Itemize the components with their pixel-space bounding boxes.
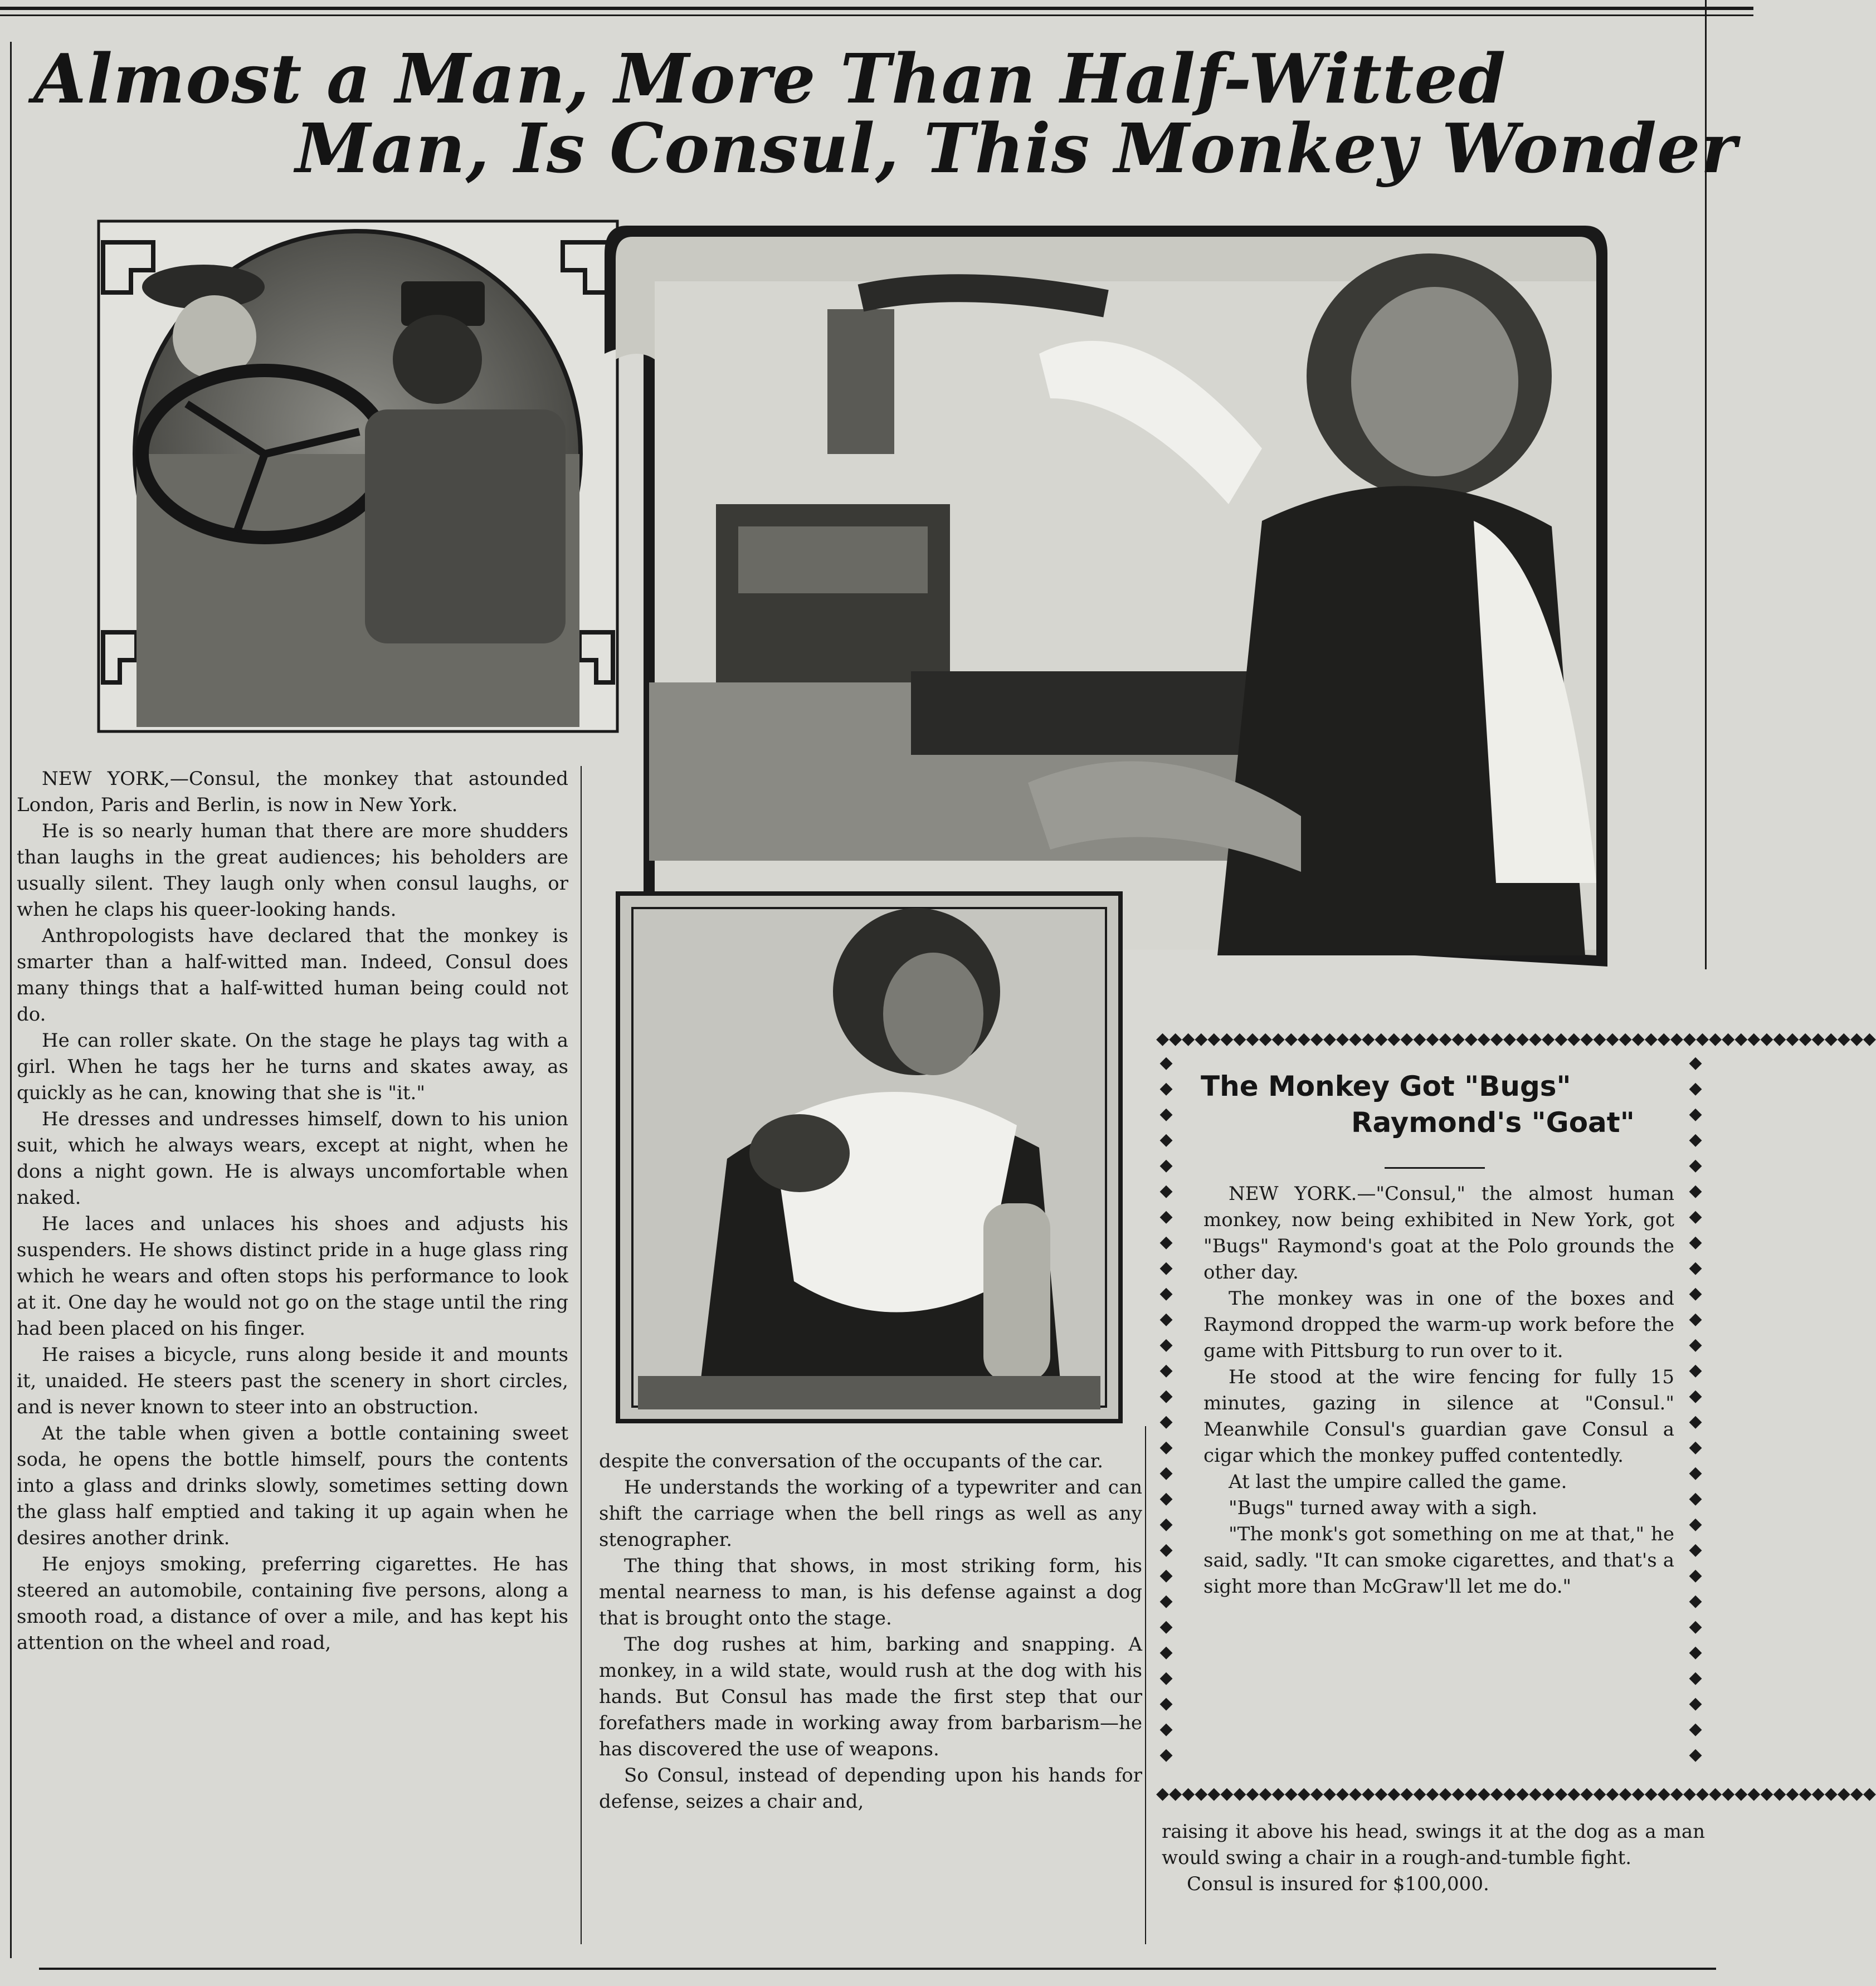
sidebar-bottom-border: ◆◆◆◆◆◆◆◆◆◆◆◆◆◆◆◆◆◆◆◆◆◆◆◆◆◆◆◆◆◆◆◆◆◆◆◆◆◆◆◆◆◆◆◆◆◆◆◆◆◆◆◆◆◆◆◆ bbox=[1156, 1784, 1876, 1803]
article-paragraph: So Consul, instead of depending upon his hands for defense, seizes a chair and, bbox=[599, 1764, 1142, 1813]
article-paragraph: He understands the working of a typewriter and can shift the carriage when the bell rings as well as any stenographer. bbox=[599, 1476, 1142, 1551]
sidebar-title-line-1: The Monkey Got "Bugs" bbox=[1201, 1070, 1571, 1102]
article-paragraph: raising it above his head, swings it at the dog as a man would swing a chair in a rough-and-tumble fight. bbox=[1162, 1821, 1705, 1869]
sidebar-paragraph: "The monk's got something on me at that," he said, sadly. "It can smoke cigarettes, and that's a sight more than McGraw'll let me do." bbox=[1203, 1523, 1674, 1598]
typewriter-photo-frame bbox=[605, 214, 1619, 978]
article-column-2 bbox=[599, 1448, 1142, 1815]
bottom-rule bbox=[39, 1968, 1716, 1970]
car-photo-icon bbox=[98, 220, 618, 733]
sidebar-body bbox=[1203, 1181, 1674, 1600]
sidebar-paragraph: The monkey was in one of the boxes and Raymond dropped the warm-up work before the game with Pittsburg to run over to it. bbox=[1203, 1287, 1674, 1362]
sidebar-paragraph: "Bugs" turned away with a sigh. bbox=[1229, 1497, 1538, 1519]
article-paragraph: He can roller skate. On the stage he plays tag with a girl. When he tags her he turns and skates away, as quickly as he can, knowing that she is "it." bbox=[17, 1029, 568, 1104]
bib-photo-frame bbox=[616, 891, 1123, 1423]
article-paragraph: Consul is insured for $100,000. bbox=[1187, 1873, 1489, 1895]
headline-line-2: Man, Is Consul, This Monkey Wonder bbox=[295, 108, 1737, 188]
top-rule-thin bbox=[0, 14, 1753, 16]
sidebar-paragraph: NEW YORK.—"Consul," the almost human monkey, now being exhibited in New York, got "Bugs" Raymond's goat at the Polo grounds the other day. bbox=[1203, 1183, 1674, 1284]
sidebar-box bbox=[1156, 1029, 1876, 1805]
bib-photo-icon bbox=[616, 891, 1123, 1423]
sidebar-paragraph: He stood at the wire fencing for fully 15 minutes, gazing in silence at "Consul." Meanwhile Consul's guardian gave Consul a cigar which the monkey puffed contentedly. bbox=[1203, 1366, 1674, 1467]
sidebar-top-border: ◆◆◆◆◆◆◆◆◆◆◆◆◆◆◆◆◆◆◆◆◆◆◆◆◆◆◆◆◆◆◆◆◆◆◆◆◆◆◆◆◆◆◆◆◆◆◆◆◆◆◆◆◆◆◆◆ bbox=[1156, 1029, 1876, 1048]
typewriter-photo-icon bbox=[605, 214, 1619, 978]
column-divider-2 bbox=[1145, 1426, 1146, 1944]
article-paragraph: The thing that shows, in most striking form, his mental nearness to man, is his defense against a dog that is brought onto the stage. bbox=[599, 1555, 1142, 1629]
top-rule bbox=[0, 7, 1753, 10]
headline-line-1: Almost a Man, More Than Half-Witted bbox=[33, 38, 1507, 119]
article-paragraph: He raises a bicycle, runs along beside it and mounts it, unaided. He steers past the scenery in short circles, and is never known to steer into an obstruction. bbox=[17, 1344, 568, 1418]
article-column-1 bbox=[17, 766, 568, 1656]
sidebar-left-border: ◆ ◆ ◆ ◆ ◆ ◆ ◆ ◆ ◆ ◆ ◆ ◆ ◆ ◆ ◆ ◆ ◆ ◆ ◆ ◆ ◆ ◆ ◆ ◆ ◆ ◆ ◆ ◆ bbox=[1159, 1053, 1173, 1764]
article-paragraph: He laces and unlaces his shoes and adjusts his suspenders. He shows distinct pride in a huge glass ring which he wears and often stops his performance to look at it. One day he would not go on the stage until the ring had been placed on his finger. bbox=[17, 1213, 568, 1340]
article-paragraph: despite the conversation of the occupants of the car. bbox=[599, 1450, 1104, 1472]
article-paragraph: The dog rushes at him, barking and snapping. A monkey, in a wild state, would rush at the dog with his hands. But Consul has made the first step that our forefathers made in working away from barbarism—he has discovered the use of weapons. bbox=[599, 1633, 1142, 1760]
sidebar-right-border: ◆ ◆ ◆ ◆ ◆ ◆ ◆ ◆ ◆ ◆ ◆ ◆ ◆ ◆ ◆ ◆ ◆ ◆ ◆ ◆ ◆ ◆ ◆ ◆ ◆ ◆ ◆ ◆ bbox=[1689, 1053, 1702, 1764]
sidebar-title-line-2: Raymond's "Goat" bbox=[1351, 1106, 1635, 1139]
article-paragraph: He enjoys smoking, preferring cigarettes. He has steered an automobile, containing five persons, along a smooth road, a distance of over a mile, and has kept his attention on the wheel and road, bbox=[17, 1553, 568, 1654]
article-paragraph: NEW YORK,—Consul, the monkey that astounded London, Paris and Berlin, is now in New York. bbox=[17, 768, 568, 816]
sidebar-title-underline bbox=[1385, 1167, 1485, 1169]
left-border bbox=[10, 42, 12, 1958]
article-paragraph: At the table when given a bottle containing sweet soda, he opens the bottle himself, pours the contents into a glass and drinks slowly, sometimes setting down the glass half emptied and taking it up again when he desires another drink. bbox=[17, 1422, 568, 1549]
article-paragraph: Anthropologists have declared that the monkey is smarter than a half-witted man. Indeed, Consul does many things that a half-witted human being could not do. bbox=[17, 925, 568, 1026]
column-divider-1 bbox=[581, 766, 582, 1944]
article-paragraph: He is so nearly human that there are more shudders than laughs in the great audiences; his beholders are usually silent. They laugh only when consul laughs, or when he claps his queer-looking hands. bbox=[17, 820, 568, 921]
article-column-3 bbox=[1162, 1819, 1705, 1897]
car-photo-frame bbox=[98, 220, 618, 733]
sidebar-paragraph: At last the umpire called the game. bbox=[1229, 1471, 1567, 1493]
article-paragraph: He dresses and undresses himself, down to his union suit, which he always wears, except at night, when he dons a night gown. He is always uncomfortable when naked. bbox=[17, 1108, 568, 1209]
